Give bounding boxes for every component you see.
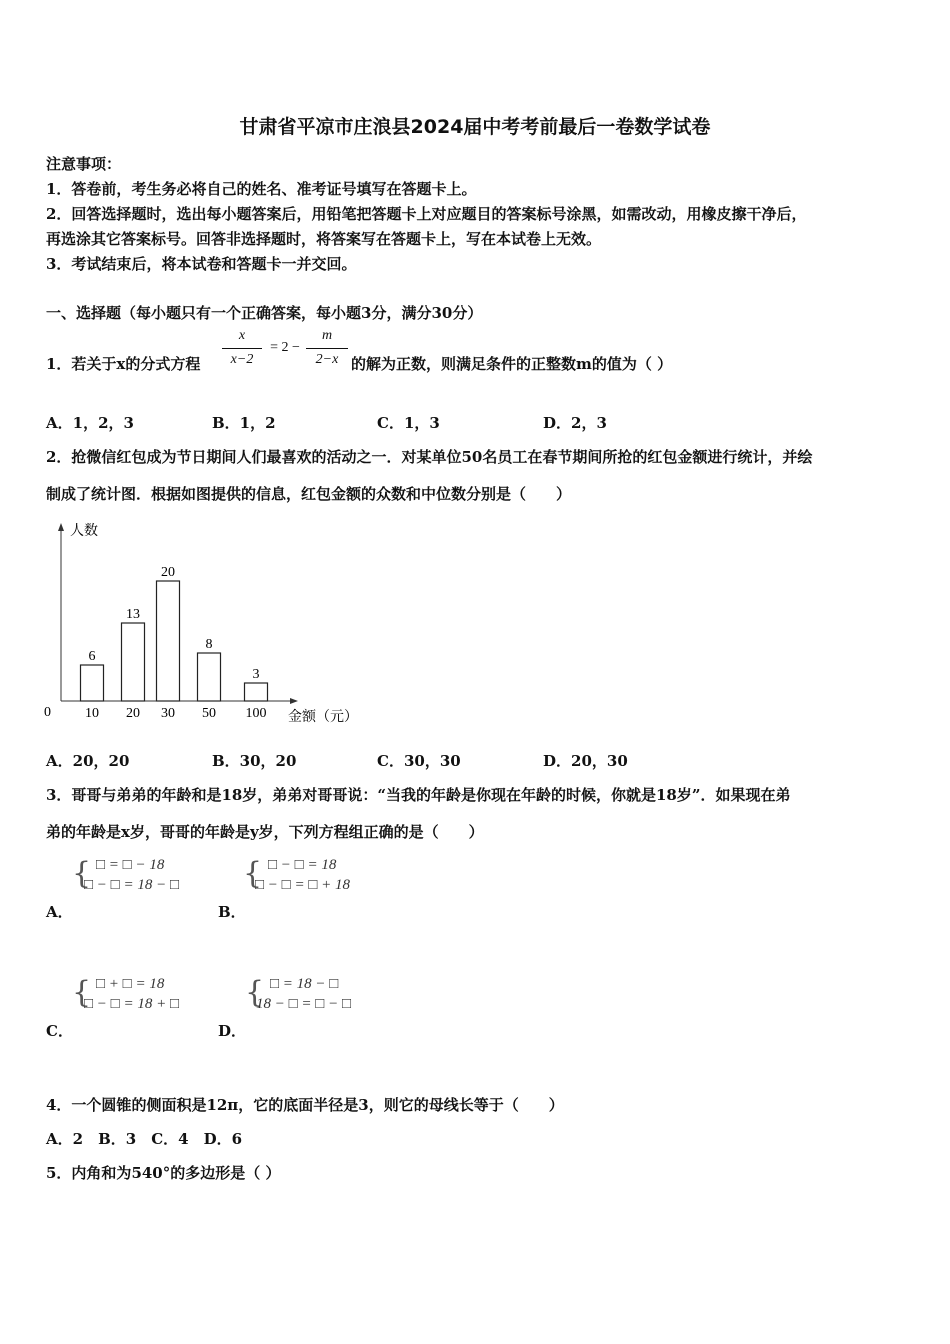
q1-num2: m: [321, 328, 333, 343]
x-axis-label: 金额（元）: [288, 710, 358, 725]
q1-suffix: 的解为正数，则满足条件的正整数m的值为（ ）: [351, 355, 673, 373]
q2-line1: 2．抢微信红包成为节日期间人们最喜欢的活动之一．对某单位50名员工在春节期间所抢的红包金额进行统计，并绘: [46, 448, 813, 466]
data-label-10: 6: [88, 649, 96, 664]
q2-option-d[interactable]: D．20，30: [543, 752, 628, 770]
q1-option-c[interactable]: C．1，3: [377, 414, 440, 432]
bar-20: [122, 623, 145, 701]
note-item: 2．回答选择题时，选出每小题答案后，用铅笔把答题卡上对应题目的答案标号涂黑，如需改动，用橡皮擦干净后，: [46, 205, 807, 223]
section-heading: 一、选择题（每小题只有一个正确答案，每小题3分，满分30分）: [46, 304, 483, 322]
q1-option-d[interactable]: D．2，3: [543, 414, 607, 432]
q1-den1: x−2: [230, 352, 254, 367]
tick-label-50: 50: [202, 706, 216, 721]
q3-a-eq2: □ − □ = 18 − □: [84, 877, 180, 893]
tick-label-30: 30: [161, 706, 175, 721]
page-title: 甘肃省平凉市庄浪县2024届中考考前最后一卷数学试卷: [239, 116, 711, 138]
q3-option-c[interactable]: C．: [46, 1022, 73, 1040]
q4-text: 4．一个圆锥的侧面积是12π，它的底面半径是3，则它的母线长等于（ ）: [46, 1096, 564, 1114]
bar-30: [157, 581, 180, 701]
x-axis-arrow: [290, 698, 298, 704]
q3-d-eq1: □ = 18 − □: [270, 976, 339, 992]
bar-100: [245, 683, 268, 701]
note-item: 再选涂其它答案标号。回答非选择题时，将答案写在答题卡上，写在本试卷上无效。: [46, 230, 602, 248]
data-label-30: 20: [161, 565, 175, 580]
brace-icon: {: [245, 975, 265, 1010]
notes-heading: 注意事项：: [46, 155, 122, 173]
q2-option-b[interactable]: B．30，20: [212, 752, 297, 770]
q3-option-b[interactable]: B．: [218, 903, 246, 921]
origin-label: 0: [44, 705, 51, 720]
q1-option-b[interactable]: B．1，2: [212, 414, 276, 432]
q1-fraction-bar: [222, 348, 262, 349]
q1-mid: = 2 −: [270, 340, 300, 355]
tick-label-20: 20: [126, 706, 140, 721]
note-item: 3．考试结束后，将本试卷和答题卡一并交回。: [46, 255, 357, 273]
bars-group: [81, 565, 268, 721]
data-label-100: 3: [252, 667, 260, 682]
q4-options[interactable]: A．2 B．3 C．4 D．6: [46, 1130, 243, 1148]
q5-text: 5．内角和为540°的多边形是（ ）: [46, 1164, 281, 1182]
q1-num1: x: [238, 328, 246, 343]
data-label-50: 8: [205, 637, 213, 652]
tick-label-10: 10: [85, 706, 99, 721]
bar-50: [198, 653, 221, 701]
q3-option-d[interactable]: D．: [218, 1022, 247, 1040]
q3-c-eq2: □ − □ = 18 + □: [84, 996, 180, 1012]
q3-b-eq1: □ − □ = 18: [268, 857, 337, 873]
brace-icon: {: [72, 975, 92, 1010]
bar-10: [81, 665, 104, 701]
q3-line2: 弟的年龄是x岁，哥哥的年龄是y岁，下列方程组正确的是（ ）: [46, 823, 484, 841]
q2-option-c[interactable]: C．30，30: [377, 752, 461, 770]
brace-icon: {: [72, 856, 92, 891]
q2-line2: 制成了统计图．根据如图提供的信息，红包金额的众数和中位数分别是（ ）: [46, 485, 572, 503]
q3-b-eq2: □ − □ = □ + 18: [255, 877, 351, 893]
y-axis-arrow: [58, 523, 64, 531]
bar-chart: [30, 515, 390, 730]
brace-icon: {: [243, 856, 263, 891]
tick-label-100: 100: [245, 706, 267, 721]
q3-a-eq1: □ = □ − 18: [96, 857, 165, 873]
q3-d-eq2: 18 − □ = □ − □: [256, 996, 352, 1012]
q1-fraction-bar: [306, 348, 348, 349]
y-axis-label: 人数: [70, 524, 98, 539]
q1-den2: 2−x: [315, 352, 339, 367]
note-item: 1．答卷前，考生务必将自己的姓名、准考证号填写在答题卡上。: [46, 180, 477, 198]
q2-option-a[interactable]: A．20，20: [46, 752, 130, 770]
data-label-20: 13: [126, 607, 140, 622]
q1-prefix: 1．若关于x的分式方程: [46, 355, 201, 373]
q3-option-a[interactable]: A．: [46, 903, 73, 921]
q1-option-a[interactable]: A．1，2，3: [46, 414, 134, 432]
q3-line1: 3．哥哥与弟弟的年龄和是18岁，弟弟对哥哥说：“当我的年龄是你现在年龄的时候，你就是18岁”．如果现在弟: [46, 786, 791, 804]
q3-c-eq1: □ + □ = 18: [96, 976, 165, 992]
